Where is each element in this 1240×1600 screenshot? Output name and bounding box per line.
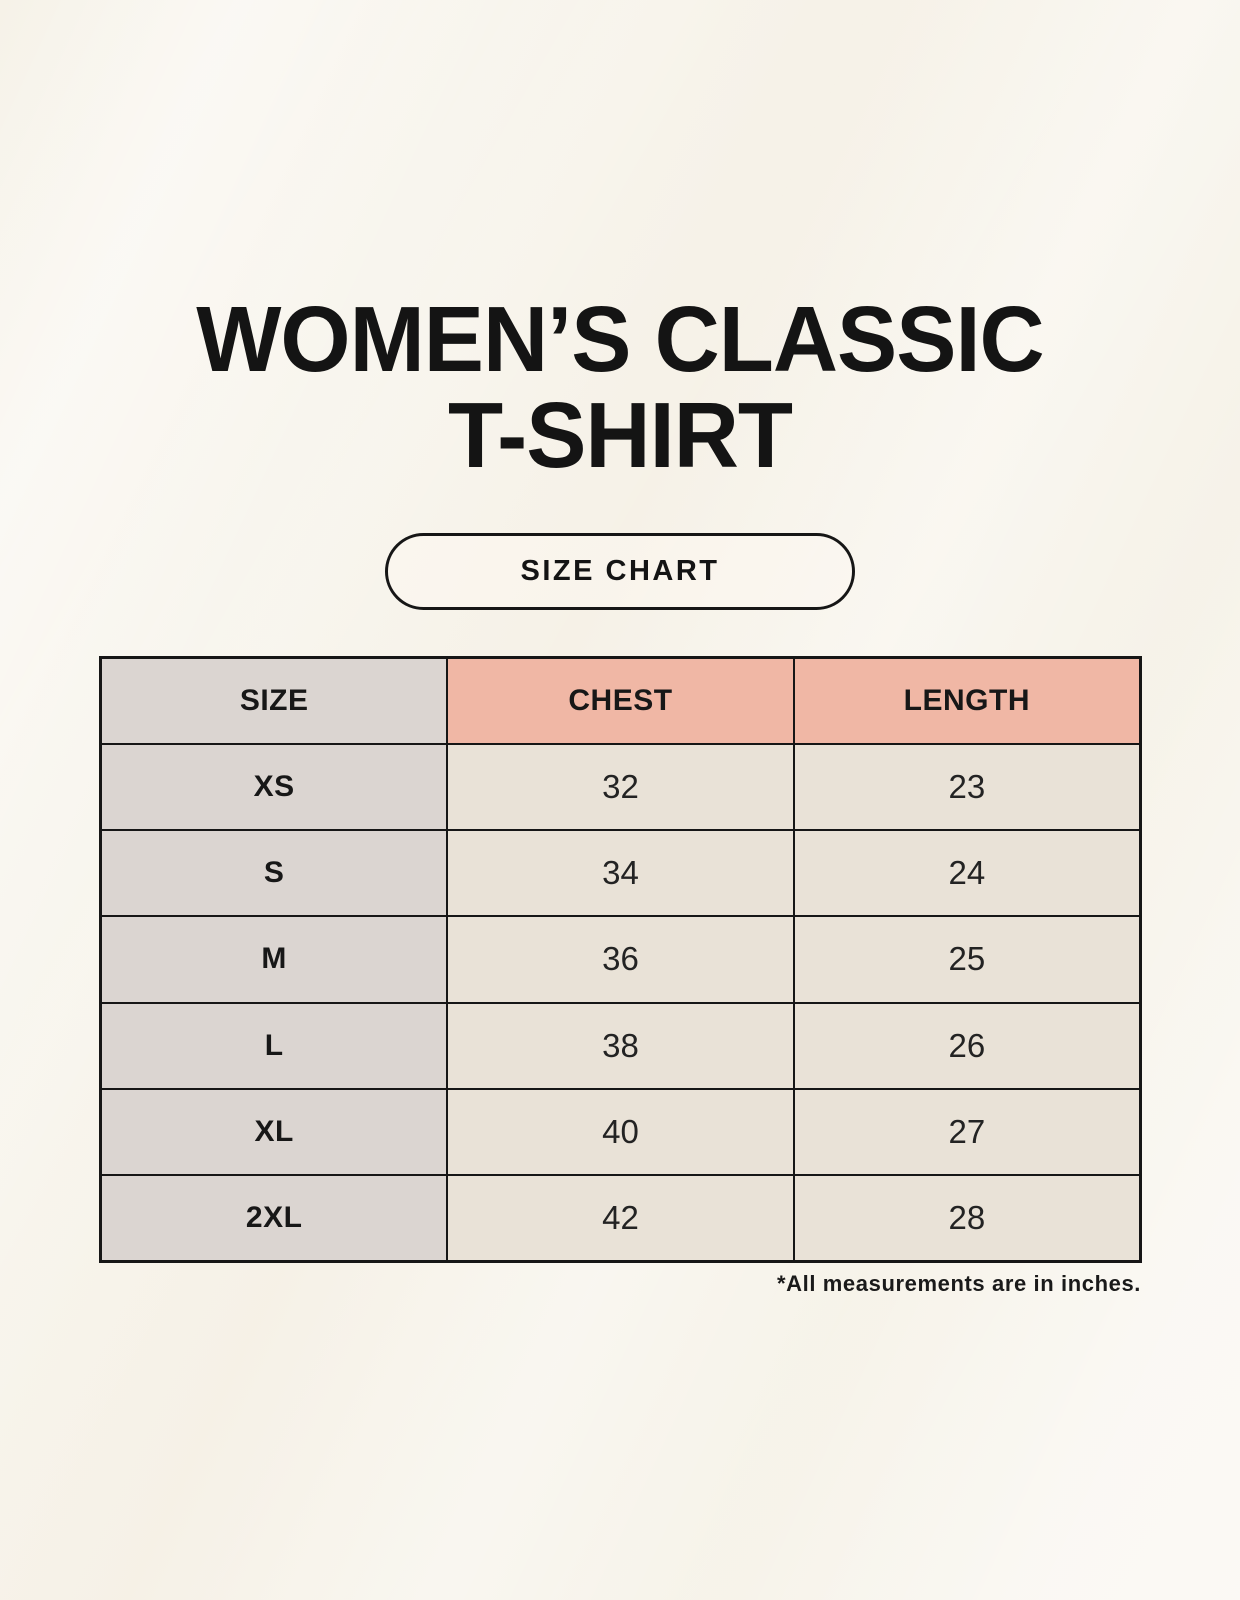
row-m-length: 25: [795, 917, 1139, 1001]
row-xl-chest: 40: [448, 1090, 792, 1174]
row-2xl-size: 2XL: [102, 1176, 446, 1260]
row-2xl-length: 28: [795, 1176, 1139, 1260]
size-chart-button[interactable]: [385, 533, 855, 610]
row-2xl-chest: 42: [448, 1176, 792, 1260]
row-xl-size: XL: [102, 1090, 446, 1174]
row-l-length: 26: [795, 1004, 1139, 1088]
row-l-chest: 38: [448, 1004, 792, 1088]
row-s-size: S: [102, 831, 446, 915]
row-xs-chest: 32: [448, 745, 792, 829]
size-chart-table: [99, 656, 1142, 1263]
page-title-line2: T-SHIRT: [447, 382, 793, 487]
row-xs-length: 23: [795, 745, 1139, 829]
row-s-length: 24: [795, 831, 1139, 915]
page-title-line1: WOMEN’S CLASSIC: [196, 287, 1044, 391]
row-m-size: M: [102, 917, 446, 1001]
header-cell-size: SIZE: [102, 659, 446, 743]
measurements-footnote: *All measurements are in inches.: [776, 1271, 1141, 1296]
row-l-size: L: [102, 1004, 446, 1088]
row-xl-length: 27: [795, 1090, 1139, 1174]
row-xs-size: XS: [102, 745, 446, 829]
header-cell-length: LENGTH: [795, 659, 1139, 743]
row-s-chest: 34: [448, 831, 792, 915]
size-chart-button-label: SIZE CHART: [520, 555, 720, 587]
header-cell-chest: CHEST: [448, 659, 792, 743]
page-title: [19, 287, 1222, 487]
row-m-chest: 36: [448, 917, 792, 1001]
